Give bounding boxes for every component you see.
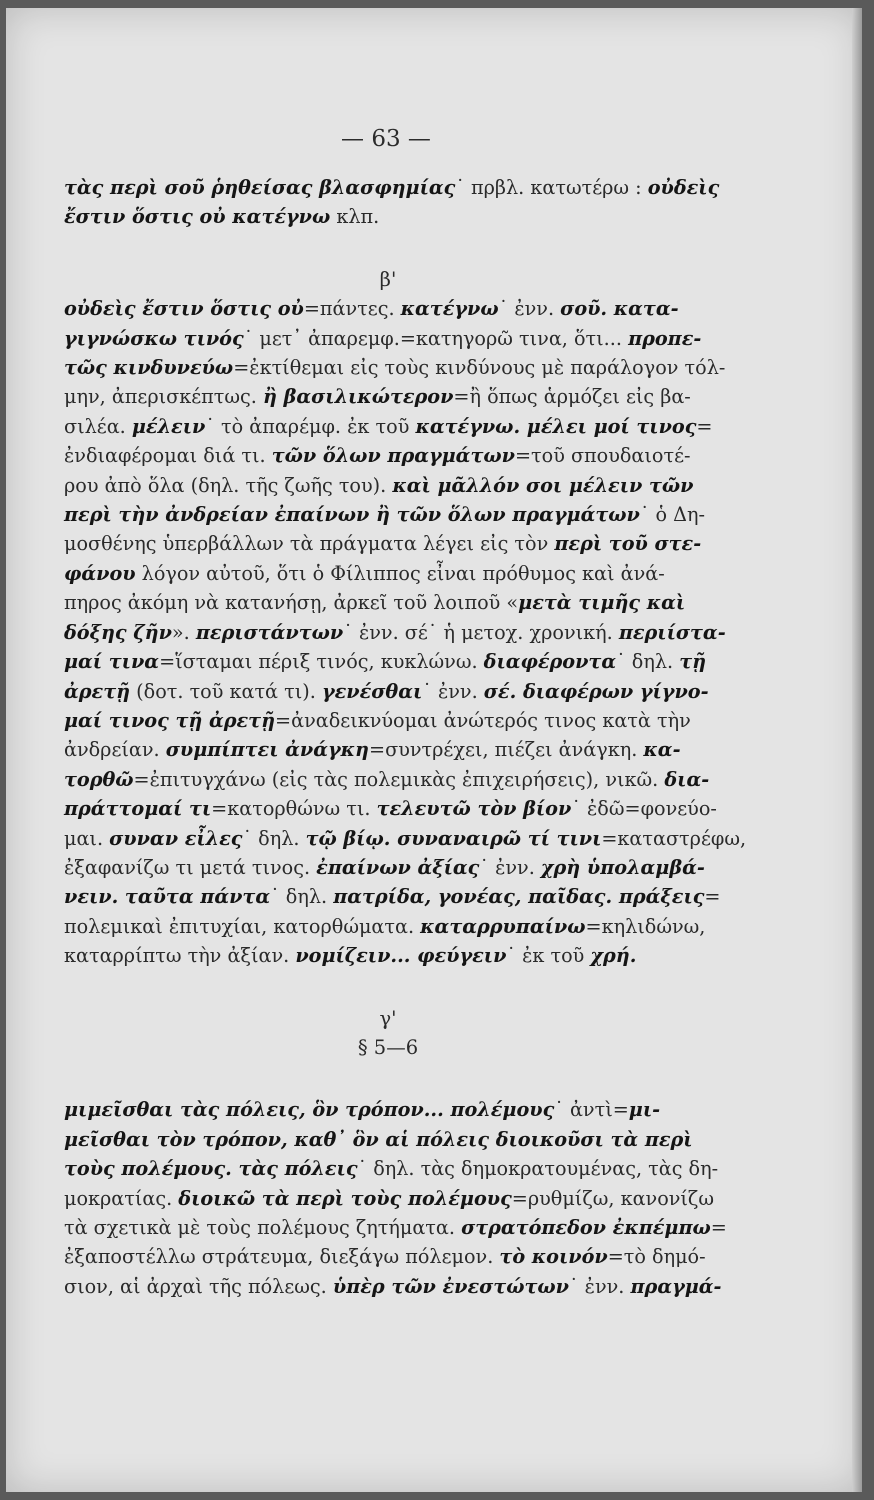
gloss-text: =ἀναδεικνύομαι ἀνώτερός τινος κατὰ τὴν xyxy=(275,708,691,732)
page-number: — 63 — xyxy=(341,126,431,152)
text-line xyxy=(64,1095,724,1124)
page-edge xyxy=(852,8,862,1492)
gloss-text: =ἐπιτυγχάνω (εἰς τὰς πολεμικὰς ἐπιχειρήσεις), νικῶ. xyxy=(133,767,665,791)
lemma-text: περὶ τὴν ἀνδρείαν ἐπαίνων ἢ τῶν ὅλων πραγμάτων xyxy=(64,503,640,527)
book-page xyxy=(6,8,862,1492)
lemma-text: νειν. ταῦτα πάντα xyxy=(64,885,271,909)
text-line xyxy=(64,941,724,970)
gloss-text: γ' xyxy=(379,1006,397,1030)
gloss-text: μην, ἀπερισκέπτως. xyxy=(64,385,263,409)
gloss-text: ˙ ἐδῶ=φονεύο- xyxy=(571,797,717,821)
gloss-text: ˙ δηλ. xyxy=(616,650,680,674)
lemma-text: μι- xyxy=(628,1098,661,1122)
text-line xyxy=(64,529,724,558)
spacer xyxy=(64,971,724,1004)
lemma-text: κατέγνω. μέλει μοί τινος xyxy=(415,414,697,438)
text-line xyxy=(64,912,724,941)
lemma-text: τῶν ὅλων πραγμάτων xyxy=(271,444,515,468)
lemma-text: πραγμά- xyxy=(630,1274,722,1298)
gloss-text: =τοῦ σπουδαιοτέ- xyxy=(514,444,691,468)
lemma-text: καταρρυπαίνω xyxy=(420,914,586,938)
lemma-text: δια- xyxy=(664,767,710,791)
gloss-text: ˙ ἐνν. xyxy=(498,297,561,321)
gloss-text: ˙ ἐνν. σέ˙ ἡ μετοχ. χρονική. xyxy=(343,620,619,644)
lemma-text: γιγνώσκω τινός xyxy=(64,326,244,350)
gloss-text: τὰ σχετικὰ μὲ τοὺς πολέμους ζητήματα. xyxy=(64,1216,462,1239)
gloss-text: ». xyxy=(171,620,196,644)
text-line xyxy=(64,1125,724,1154)
lemma-text: ἀρετῇ xyxy=(64,679,131,703)
gloss-text: ἀνδρείαν. xyxy=(64,738,166,762)
text-line xyxy=(64,1184,724,1213)
gloss-text: =τὸ δημό- xyxy=(607,1245,706,1269)
gloss-text: = xyxy=(710,1216,727,1239)
lemma-text: σέ. διαφέρων γίγνο- xyxy=(483,679,709,703)
text-line xyxy=(64,765,724,794)
gloss-text: κλπ. xyxy=(330,205,380,229)
text-line xyxy=(64,1213,727,1242)
text-line xyxy=(64,202,724,231)
lemma-text: τορθῶ xyxy=(64,767,134,791)
gloss-text: = xyxy=(696,414,713,438)
lemma-text: μαί τινος τῇ ἀρετῇ xyxy=(64,708,276,732)
lemma-text: περὶ τοῦ στε- xyxy=(554,532,702,556)
gloss-text: ἐξαποστέλλω στράτευμα, διεξάγω πόλεμον. xyxy=(64,1245,500,1269)
text-line xyxy=(64,353,724,382)
text-line xyxy=(64,324,724,353)
text-line xyxy=(64,500,724,529)
text-line xyxy=(64,1242,724,1271)
text-line xyxy=(64,441,724,470)
lemma-text: πράττομαί τι xyxy=(64,797,212,821)
lemma-text: συναν εἶλες xyxy=(109,826,243,850)
gloss-text: ˙ ἐνν. xyxy=(422,679,484,703)
lemma-text: τὸ κοινόν xyxy=(499,1245,608,1269)
lemma-text: οὐδεὶς xyxy=(647,176,720,199)
gloss-text: ˙ μετ᾽ ἀπαρεμφ.=κατηγορῶ τινα, ὅτι... xyxy=(243,326,629,350)
lemma-text: τῶς κινδυνεύω xyxy=(64,356,234,380)
gloss-text: =ρυθμίζω, κανονίζω xyxy=(511,1186,714,1210)
gloss-text: ρου ἀπὸ ὅλα (δηλ. τῆς ζωῆς του). xyxy=(64,473,393,497)
gloss-text: =ἵσταμαι πέριξ τινός, κυκλώνω. xyxy=(159,650,484,674)
lemma-text: ἐπαίνων ἀξίας xyxy=(316,855,480,879)
lemma-text: πατρίδα, γονέας, παῖδας. πράξεις xyxy=(333,885,705,909)
text-line xyxy=(64,794,724,823)
gloss-text: (δοτ. τοῦ κατά τι). xyxy=(130,679,322,703)
lemma-text: μαί τινα xyxy=(64,650,160,674)
lemma-text: δόξης ζῆν xyxy=(64,620,172,644)
gloss-text: =ἐκτίθεμαι εἰς τοὺς κινδύνους μὲ παράλογον τόλ- xyxy=(233,356,726,380)
lemma-text: περιστάντων xyxy=(195,620,344,644)
lemma-text: κατέγνω xyxy=(400,297,499,321)
lemma-text: γενέσθαι xyxy=(321,679,423,703)
lemma-text: τὰς περὶ σοῦ ῥηθείσας βλασφημίας xyxy=(64,176,456,199)
gloss-text: ˙ ἐνν. xyxy=(568,1274,631,1298)
gloss-text: ˙ δηλ. xyxy=(270,885,334,909)
lemma-text: χρή. xyxy=(590,944,637,968)
text-line xyxy=(64,471,724,500)
lemma-text: ὑπὲρ τῶν ἐνεστώτων xyxy=(332,1274,569,1298)
lemma-text: μιμεῖσθαι τὰς πόλεις, ὃν τρόπον... πολέμους xyxy=(64,1098,555,1122)
gloss-text: ˙ ἀντὶ= xyxy=(554,1098,629,1122)
text-line xyxy=(64,618,724,647)
lemma-text: τοὺς πολέμους. τὰς πόλεις xyxy=(64,1157,358,1181)
gloss-text: = xyxy=(704,885,721,909)
lemma-text: τῇ xyxy=(679,650,707,674)
gloss-text: =κηλιδώνω, xyxy=(585,914,706,938)
lemma-text: φάνου xyxy=(64,561,136,585)
gloss-text: πηρος ἀκόμη νὰ κατανήσῃ, ἀρκεῖ τοῦ λοιποῦ « xyxy=(64,591,519,615)
gloss-text: σιλέα. xyxy=(64,414,132,438)
text-line xyxy=(64,559,724,588)
gloss-text: πολεμικαὶ ἐπιτυχίαι, κατορθώματα. xyxy=(64,914,421,938)
body-text xyxy=(64,173,747,1301)
gloss-text: § 5—6 xyxy=(357,1035,419,1059)
lemma-text: ἔστιν ὅστις οὐ κατέγνω xyxy=(64,205,331,229)
gloss-text: λόγον αὐτοῦ, ὅτι ὁ Φίλιππος εἶναι πρόθυμος καὶ ἀνά- xyxy=(135,561,665,585)
text-line xyxy=(64,294,724,323)
gloss-text: =κατορθώνω τι. xyxy=(211,797,377,821)
gloss-text: ἐξαφανίζω τι μετά τινος. xyxy=(64,855,317,879)
gloss-text: μαι. xyxy=(64,826,110,850)
lemma-text: τῷ βίῳ. συναναιρῶ τί τινι xyxy=(305,826,602,850)
text-line xyxy=(64,882,724,911)
text-line xyxy=(64,647,724,676)
lemma-text: προπε- xyxy=(628,326,702,350)
gloss-text: καταρρίπτω τὴν ἀξίαν. xyxy=(64,944,296,968)
lemma-text: διοικῶ τὰ περὶ τοὺς πολέμους xyxy=(178,1186,512,1210)
text-line xyxy=(64,853,724,882)
gloss-text: μοσθένης ὑπερβάλλων τὰ πράγματα λέγει εἰς τὸν xyxy=(64,532,555,556)
text-line xyxy=(64,173,724,202)
gloss-text: =ἢ ὅπως ἁρμόζει εἰς βα- xyxy=(453,385,691,409)
gloss-text: σιον, αἱ ἀρχαὶ τῆς πόλεως. xyxy=(64,1274,333,1298)
lemma-text: μεῖσθαι τὸν τρόπον, καθ᾽ ὃν αἱ πόλεις διοικοῦσι τὰ περὶ xyxy=(64,1127,693,1151)
text-line xyxy=(64,706,724,735)
lemma-text: κα- xyxy=(643,738,681,762)
gloss-text: ˙ ὁ Δη- xyxy=(639,503,706,527)
gloss-text: ˙ ἐκ τοῦ xyxy=(506,944,591,968)
gloss-text: =συντρέχει, πιέζει ἀνάγκη. xyxy=(369,738,644,762)
gloss-text: ˙ δηλ. τὰς δημοκρατουμένας, τὰς δη- xyxy=(357,1157,719,1181)
lemma-text: συμπίπτει ἀνάγκη xyxy=(165,738,370,762)
text-line xyxy=(64,677,724,706)
gloss-text: ἐνδιαφέρομαι διά τι. xyxy=(64,444,272,468)
gloss-text: ˙ δηλ. xyxy=(242,826,306,850)
text-line xyxy=(64,382,724,411)
text-line xyxy=(64,735,724,764)
lemma-text: μετὰ τιμῆς καὶ xyxy=(518,591,686,615)
lemma-text: καὶ μᾶλλόν σοι μέλειν τῶν xyxy=(392,473,694,497)
spacer xyxy=(64,232,724,265)
lemma-text: διαφέροντα xyxy=(483,650,617,674)
lemma-text: ἢ βασιλικώτερον xyxy=(263,385,454,409)
lemma-text: οὐδεὶς ἔστιν ὅστις οὐ xyxy=(64,297,304,321)
text-line xyxy=(64,1272,724,1301)
lemma-text: τελευτῶ τὸν βίον xyxy=(376,797,572,821)
lemma-text: μέλειν xyxy=(131,414,206,438)
lemma-text: χρὴ ὑπολαμβά- xyxy=(540,855,705,879)
section-heading xyxy=(52,1004,724,1033)
gloss-text: ˙ πρβλ. κατωτέρω : xyxy=(455,176,648,199)
lemma-text: περιίστα- xyxy=(618,620,726,644)
gloss-text: =πάντες. xyxy=(303,297,401,321)
spacer xyxy=(64,1062,724,1095)
text-line xyxy=(64,824,747,853)
gloss-text: =καταστρέφω, xyxy=(601,826,747,850)
text-line xyxy=(64,412,724,441)
gloss-text: μοκρατίας. xyxy=(64,1186,179,1210)
section-heading xyxy=(52,1033,724,1062)
gloss-text: ˙ τὸ ἀπαρέμφ. ἐκ τοῦ xyxy=(205,414,416,438)
lemma-text: στρατόπεδον ἐκπέμπω xyxy=(461,1216,711,1239)
text-line xyxy=(64,588,724,617)
lemma-text: σοῦ. κατα- xyxy=(560,297,679,321)
text-line xyxy=(64,1154,724,1183)
gloss-text: β' xyxy=(379,267,397,291)
gloss-text: ˙ ἐνν. xyxy=(479,855,541,879)
section-heading xyxy=(52,265,724,294)
lemma-text: νομίζειν... φεύγειν xyxy=(295,944,507,968)
